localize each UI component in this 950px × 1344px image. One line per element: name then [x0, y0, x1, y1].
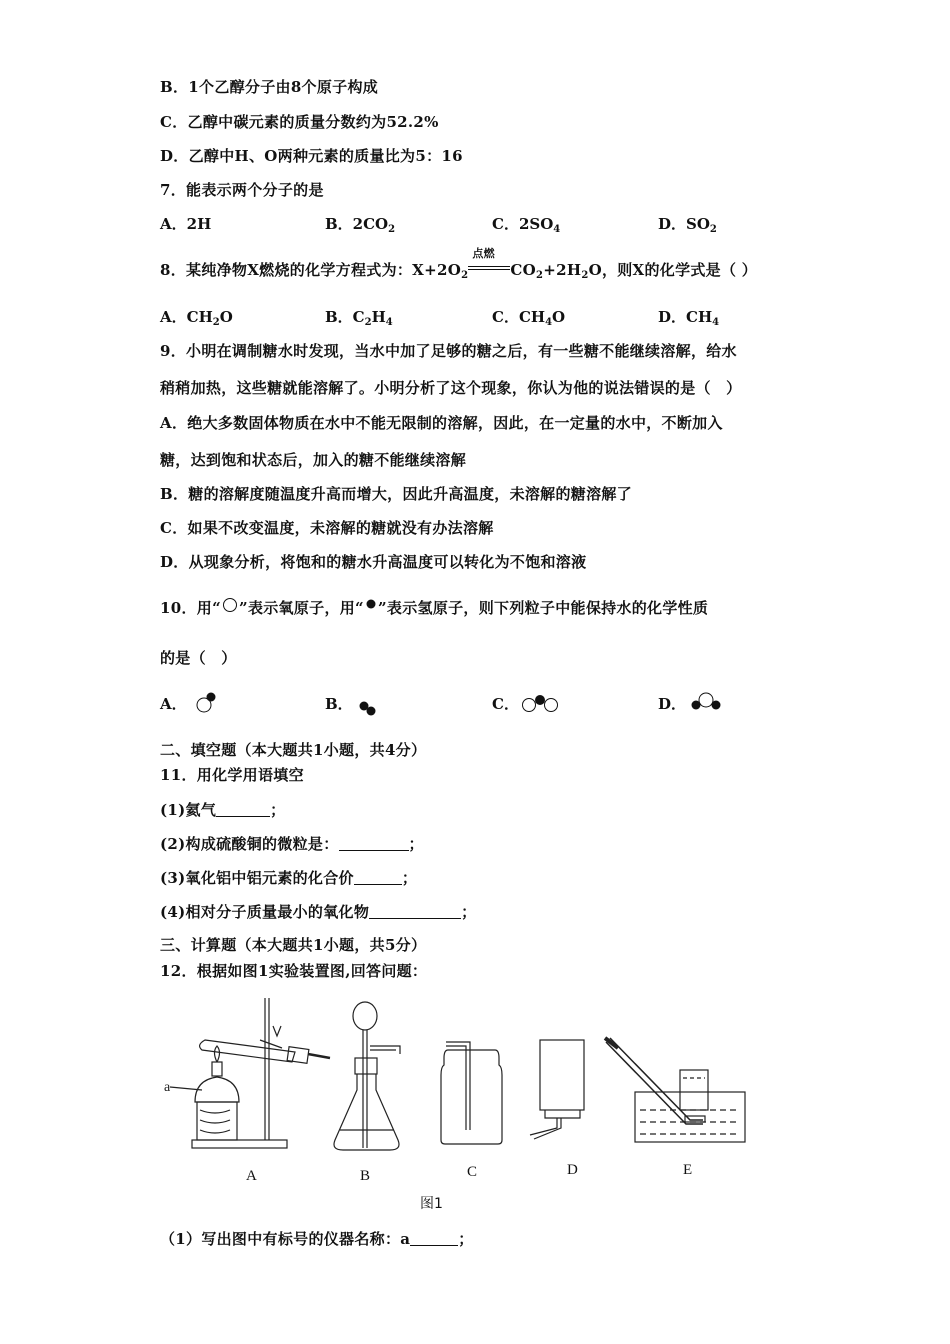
q7-option-c: C．$2SO_4$	[492, 215, 561, 235]
figure-label-C: C	[467, 1164, 478, 1180]
figure-label-D: D	[567, 1162, 578, 1178]
apparatus-d	[530, 1040, 584, 1139]
figure-caption: 图1	[420, 1196, 443, 1212]
answer-blank[interactable]	[369, 904, 461, 919]
q7-option-a: A．2H	[160, 215, 212, 233]
figure-label-B: B	[360, 1168, 371, 1184]
q12-stem: 12．根据如图1实验装置图,回答问题：	[160, 962, 428, 980]
q9-option-a-line1: A．绝大多数固体物质在水中不能无限制的溶解，因此，在一定量的水中，不断加入	[160, 414, 723, 432]
q11-stem: 11．用化学用语填空	[160, 766, 304, 784]
q12-part-1: （1）写出图中有标号的仪器名称：a ；	[160, 1230, 474, 1248]
q7-option-b: B．$2CO_2$	[325, 215, 396, 235]
q10-stem-line2: 的是（ ）	[160, 649, 237, 667]
lab-apparatus-figure	[150, 990, 770, 1220]
answer-blank[interactable]	[216, 802, 270, 817]
apparatus-c	[441, 1042, 502, 1144]
apparatus-b	[334, 1002, 400, 1150]
molecule-d-icon	[690, 690, 722, 716]
oxygen-atom-icon	[221, 598, 239, 620]
molecule-c-icon	[520, 692, 562, 716]
section-3-heading: 三、计算题（本大题共1小题，共5分）	[160, 936, 427, 954]
q8-option-d: D．$CH_4$	[658, 308, 720, 328]
figure-label-A: A	[246, 1168, 257, 1184]
q6-option-b: B．1个乙醇分子由8个原子构成	[160, 78, 379, 96]
figure-label-E: E	[683, 1162, 693, 1178]
apparatus-a	[170, 998, 330, 1148]
q8-option-c: C．$CH_4O$	[492, 308, 566, 328]
q10-stem: 10．用“ ”表示氧原子，用“ ”表示氢原子，则下列粒子中能保持水的化学性质	[160, 597, 708, 620]
answer-blank[interactable]	[354, 870, 402, 885]
q9-option-c: C．如果不改变温度，未溶解的糖就没有办法溶解	[160, 519, 494, 537]
q9-option-d: D．从现象分析，将饱和的糖水升高温度可以转化为不饱和溶液	[160, 553, 587, 571]
answer-blank[interactable]	[410, 1231, 458, 1246]
section-2-heading: 二、填空题（本大题共1小题，共4分）	[160, 741, 427, 759]
q6-option-c: C．乙醇中碳元素的质量分数约为52.2%	[160, 113, 439, 131]
q10-option-b-label: B．	[325, 695, 353, 713]
q8-stem: 8．某纯净物X燃烧的化学方程式为：$X+2O_2$ 点燃 $CO_2+2H_2O$，则X的化学式是（ ）	[160, 247, 758, 281]
q8-option-a: A．$CH_2O$	[160, 308, 233, 328]
q6-option-d: D．乙醇中H、O两种元素的质量比为5：16	[160, 147, 463, 165]
q11-part-4: (4)相对分子质量最小的氧化物 ；	[160, 903, 477, 921]
q10-option-c-label: C．	[492, 695, 519, 713]
q7-stem: 7．能表示两个分子的是	[160, 181, 324, 199]
q9-stem-line2: 稍稍加热，这些糖就能溶解了。小明分析了这个现象，你认为他的说法错误的是（ ）	[160, 379, 742, 397]
q9-stem-line1: 9．小明在调制糖水时发现，当水中加了足够的糖之后，有一些糖不能继续溶解，给水	[160, 342, 737, 360]
q10-option-d-label: D．	[658, 695, 687, 713]
hydrogen-atom-icon	[364, 598, 378, 620]
q11-part-1: (1)氦气 ；	[160, 801, 286, 819]
molecule-a-icon	[194, 690, 220, 716]
q11-part-3: (3)氧化铝中铝元素的化合价 ；	[160, 869, 418, 887]
answer-blank[interactable]	[339, 836, 409, 851]
q11-part-2: (2)构成硫酸铜的微粒是： ；	[160, 835, 424, 853]
figure-label-a: a	[164, 1080, 171, 1095]
q9-option-b: B．糖的溶解度随温度升高而增大，因此升高温度，未溶解的糖溶解了	[160, 485, 632, 503]
reaction-condition-arrow: 点燃	[468, 261, 510, 277]
q10-option-a-label: A．	[160, 695, 187, 713]
apparatus-e	[605, 1038, 745, 1142]
q8-option-b: B．$C_2H_4$	[325, 308, 393, 328]
q9-option-a-line2: 糖，达到饱和状态后，加入的糖不能继续溶解	[160, 451, 467, 469]
q7-option-d: D．$SO_2$	[658, 215, 717, 235]
molecule-b-icon	[356, 698, 382, 720]
